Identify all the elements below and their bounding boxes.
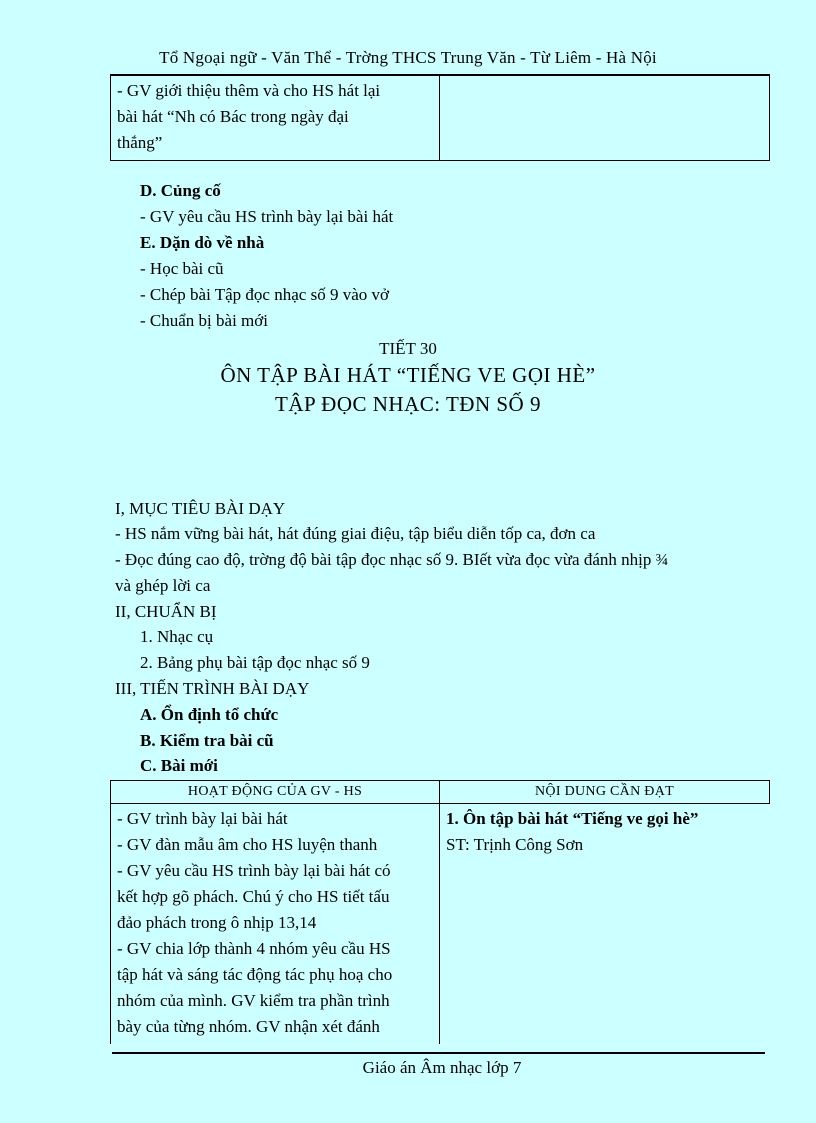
cell-line: đảo phách trong ô nhịp 13,14 xyxy=(117,913,317,932)
objectives-heading: I, MỤC TIÊU BÀI DẠY xyxy=(115,499,286,518)
section-d-heading: D. Củng cố xyxy=(140,181,221,200)
procedure-heading: III, TIẾN TRÌNH BÀI DẠY xyxy=(115,679,310,698)
cell-line: tập hát và sáng tác động tác phụ hoạ cho xyxy=(117,965,393,984)
section-e-item: - Học bài cũ xyxy=(140,259,224,278)
procedure-step: B. Kiểm tra bài cũ xyxy=(140,731,274,750)
content-author: ST: Trịnh Công Sơn xyxy=(446,835,584,854)
cell-line: bày của từng nhóm. GV nhận xét đánh xyxy=(117,1017,380,1036)
cell-line: nhóm của mình. GV kiểm tra phần trình xyxy=(117,991,390,1010)
cell-line: bài hát “Nh có Bác trong ngày đại xyxy=(117,107,349,126)
cell-line: kết hợp gõ phách. Chú ý cho HS tiết tấu xyxy=(117,887,390,906)
continuation-right-cell xyxy=(440,76,770,161)
activities-cell xyxy=(111,804,440,1045)
col-header-activities: HOẠT ĐỘNG CỦA GV - HS xyxy=(111,781,440,804)
lesson-title: ÔN TẬP BÀI HÁT “TIẾNG VE GỌI HÈ” xyxy=(220,363,596,387)
preparation-item: 2. Bảng phụ bài tập đọc nhạc số 9 xyxy=(140,653,370,672)
activity-table xyxy=(110,780,770,1044)
section-e-item: - Chép bài Tập đọc nhạc số 9 vào vở xyxy=(140,285,389,304)
objective-item: và ghép lời ca xyxy=(115,576,211,595)
content-cell xyxy=(440,804,770,1045)
cell-line: - GV yêu cầu HS trình bày lại bài hát có xyxy=(117,861,391,880)
footer-divider xyxy=(112,1052,765,1054)
section-e-item: - Chuẩn bị bài mới xyxy=(140,311,268,330)
cell-line: thắng” xyxy=(117,133,163,152)
objective-item: - Đọc đúng cao độ, trờng độ bài tập đọc nhạc số 9. BIết vừa đọc vừa đánh nhịp ¾ xyxy=(115,550,669,569)
continuation-table xyxy=(110,75,770,161)
page-footer: Giáo án Âm nhạc lớp 7 xyxy=(362,1058,522,1077)
preparation-heading: II, CHUẨN BỊ xyxy=(115,602,217,621)
cell-line: - GV trình bày lại bài hát xyxy=(117,809,288,828)
lesson-subtitle: TẬP ĐỌC NHẠC: TĐN SỐ 9 xyxy=(275,392,541,416)
page-header: Tổ Ngoại ngữ - Văn Thể - Trờng THCS Trung Văn - Từ Liêm - Hà Nội xyxy=(159,48,657,67)
section-d-item: - GV yêu cầu HS trình bày lại bài hát xyxy=(140,207,394,226)
cell-line: - GV đàn mẫu âm cho HS luyện thanh xyxy=(117,835,378,854)
cell-line: - GV giới thiệu thêm và cho HS hát lại xyxy=(117,81,381,100)
lesson-period: TIẾT 30 xyxy=(379,339,437,358)
cell-line: - GV chia lớp thành 4 nhóm yêu cầu HS xyxy=(117,939,391,958)
content-heading: 1. Ôn tập bài hát “Tiếng ve gọi hè” xyxy=(446,809,699,828)
procedure-step: C. Bài mới xyxy=(140,756,218,775)
section-e-heading: E. Dặn dò về nhà xyxy=(140,233,265,252)
continuation-left-cell xyxy=(111,76,440,161)
col-header-content: NỘI DUNG CẦN ĐẠT xyxy=(440,781,770,804)
preparation-item: 1. Nhạc cụ xyxy=(140,627,214,646)
objective-item: - HS nắm vững bài hát, hát đúng giai điệu, tập biểu diễn tốp ca, đơn ca xyxy=(115,524,596,543)
procedure-step: A. Ổn định tổ chức xyxy=(140,705,279,724)
